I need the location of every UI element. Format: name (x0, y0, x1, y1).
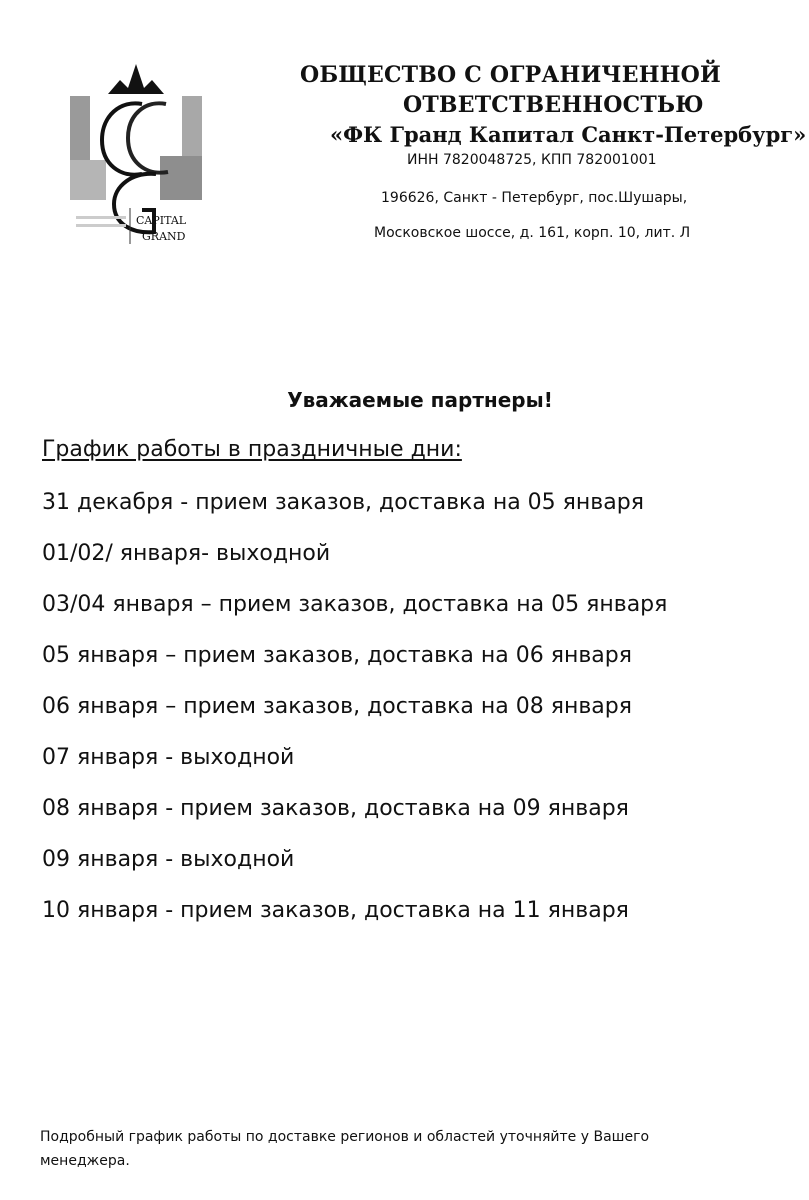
org-title-line2: ОТВЕТСТВЕННОСТЬЮ (403, 92, 704, 118)
org-address-line2: Московское шоссе, д. 161, корп. 10, лит. Л (374, 225, 691, 241)
schedule-item: 31 декабря - прием заказов, доставка на 05 января (42, 490, 644, 515)
schedule-item: 08 января - прием заказов, доставка на 09 января (42, 796, 629, 821)
gcg-logo-icon (62, 58, 212, 253)
schedule-item: 10 января - прием заказов, доставка на 11 января (42, 898, 629, 923)
schedule-title: График работы в праздничные дни: (42, 437, 462, 462)
schedule-item: 07 января - выходной (42, 745, 295, 770)
company-logo (62, 58, 212, 253)
crown-icon (108, 64, 164, 94)
schedule-item: 09 января - выходной (42, 847, 295, 872)
org-inn-kpp: ИНН 7820048725, КПП 782001001 (407, 152, 657, 168)
schedule-list (42, 484, 667, 943)
organization-header (290, 60, 807, 260)
schedule-item: 03/04 января – прием заказов, доставка на 05 января (42, 592, 668, 617)
greeting-heading: Уважаемые партнеры! (287, 388, 553, 412)
logo-caption-bottom: GRAND (142, 230, 186, 243)
footer-note: Подробный график работы по доставке регионов и областей уточняйте у Вашего менеджера. (40, 1129, 650, 1169)
org-address-line1: 196626, Санкт - Петербург, пос.Шушары, (381, 190, 688, 206)
logo-caption-top: CAPITAL (136, 214, 187, 227)
org-title-line1: ОБЩЕСТВО С ОГРАНИЧЕННОЙ (300, 62, 722, 88)
schedule-item: 01/02/ января- выходной (42, 541, 331, 566)
schedule-item: 05 января – прием заказов, доставка на 06 января (42, 643, 632, 668)
schedule-item: 06 января – прием заказов, доставка на 08 января (42, 694, 632, 719)
org-name: «ФК Гранд Капитал Санкт-Петербург» (330, 122, 807, 147)
